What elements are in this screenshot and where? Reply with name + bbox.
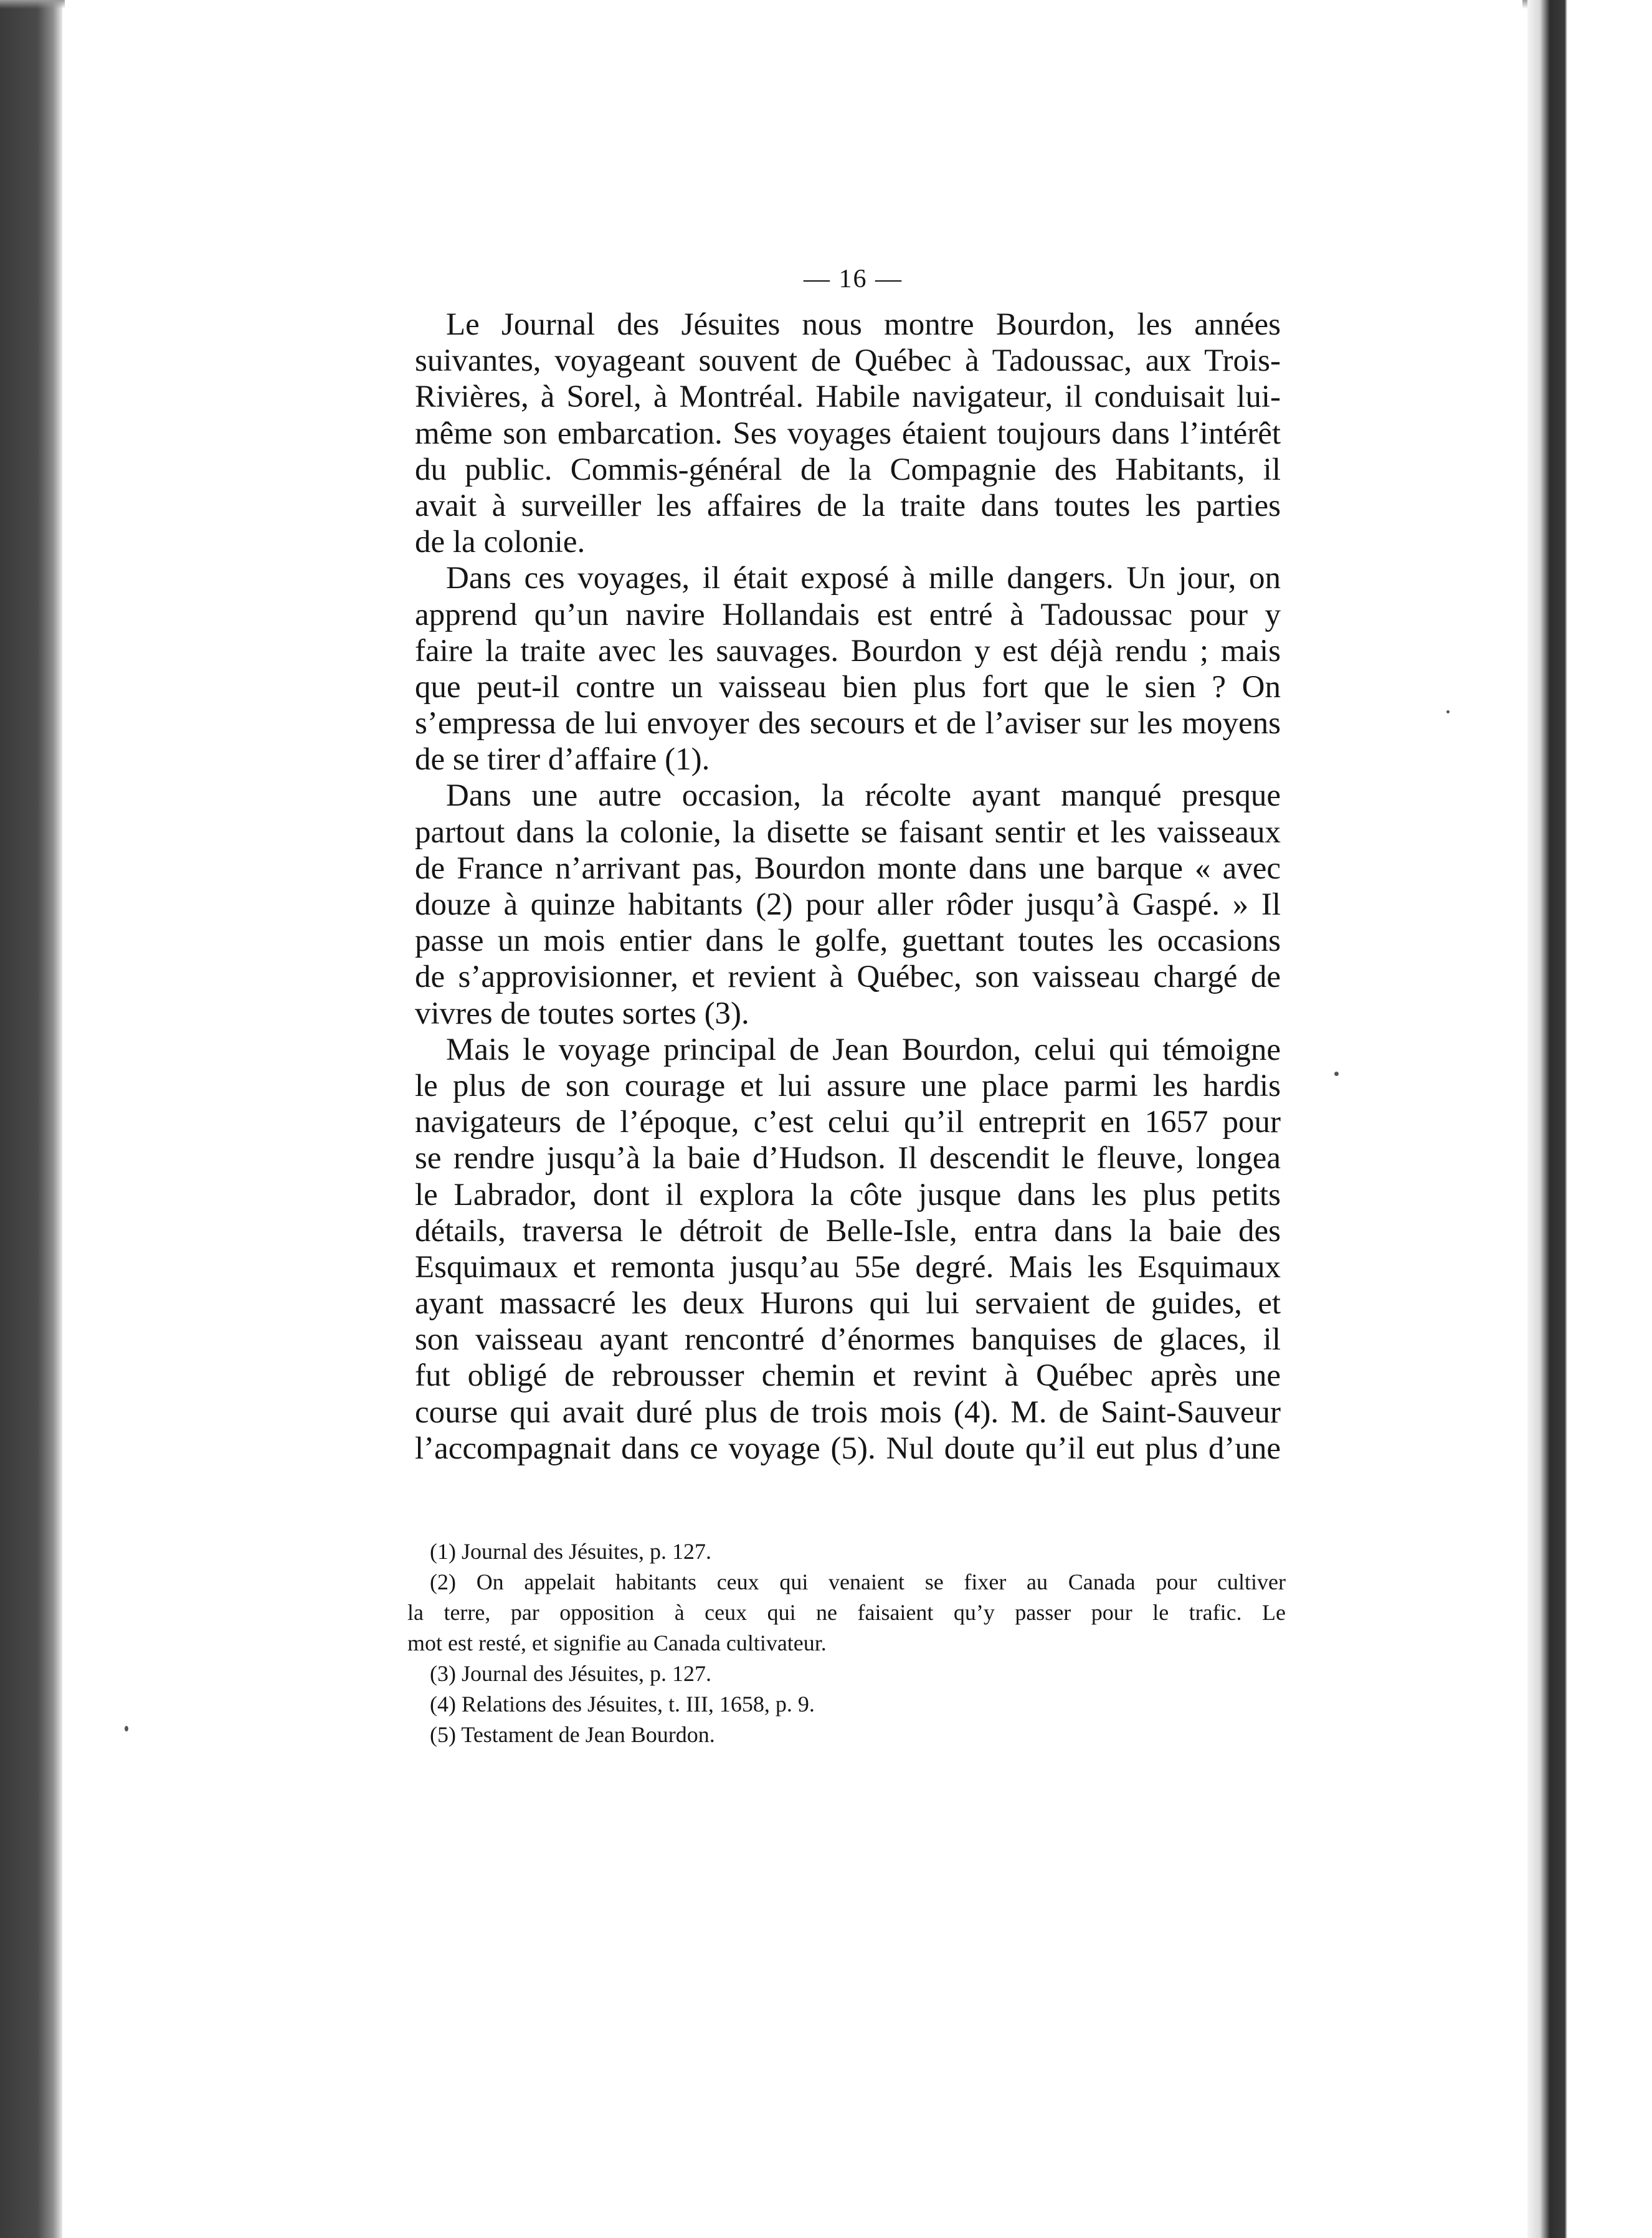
footnote xyxy=(407,1689,1286,1720)
text-line: s’empressa de lui envoyer des secours et de l’aviser sur les moyens xyxy=(415,706,1281,741)
text-line: Dans ces voyages, il était exposé à mille dangers. Un jour, on xyxy=(446,561,1281,596)
text-line: passe un mois entier dans le golfe, guettant toutes les occasions xyxy=(415,923,1281,959)
text-line: Mais le voyage principal de Jean Bourdon, celui qui témoigne xyxy=(446,1032,1281,1067)
text-line: avait à surveiller les affaires de la traite dans toutes les parties xyxy=(415,488,1281,523)
text-line: le plus de son courage et lui assure une place parmi les hardis xyxy=(415,1068,1281,1103)
text-line: suivantes, voyageant souvent de Québec à Tadoussac, aux Trois- xyxy=(415,343,1281,379)
scan-right-edge xyxy=(1527,0,1652,2238)
paragraph xyxy=(415,1032,1281,1467)
text-line: le Labrador, dont il explora la côte jusque dans les plus petits xyxy=(415,1177,1281,1212)
footnote xyxy=(407,1659,1286,1689)
footnote-text: Testament de Jean Bourdon. xyxy=(461,1722,715,1747)
paragraph xyxy=(415,778,1281,1031)
text-line: Rivières, à Sorel, à Montréal. Habile navigateur, il conduisait lui- xyxy=(415,379,1281,415)
footnote xyxy=(407,1536,1286,1567)
text-line: partout dans la colonie, la disette se faisant sentir et les vaisseaux xyxy=(415,814,1281,850)
text-line: détails, traversa le détroit de Belle-Isle, entra dans la baie des xyxy=(415,1213,1281,1249)
paragraph xyxy=(415,307,1281,560)
text-line: ayant massacré les deux Hurons qui lui servaient de guides, et xyxy=(415,1286,1281,1321)
text-line: son vaisseau ayant rencontré d’énormes banquises de glaces, il xyxy=(415,1322,1281,1358)
text-line: de France n’arrivant pas, Bourdon monte dans une barque « avec xyxy=(415,850,1281,886)
text-line: même son embarcation. Ses voyages étaient toujours dans l’intérêt xyxy=(415,416,1281,451)
text-line: course qui avait duré plus de trois mois (4). M. de Saint-Sauveur xyxy=(415,1394,1281,1430)
footnote-continuation: la terre, par opposition à ceux qui ne faisaient qu’y passer pour le trafic. Le xyxy=(407,1600,1286,1625)
footnote-text: Journal des Jésuites, p. 127. xyxy=(461,1539,711,1564)
footnote-mark: (3) xyxy=(430,1661,456,1686)
text-line: faire la traite avec les sauvages. Bourdon y est déjà rendu ; mais xyxy=(415,633,1281,669)
text-line: Le Journal des Jésuites nous montre Bourdon, les années xyxy=(446,307,1281,342)
footnote-continuation: mot est resté, et signifie au Canada cultivateur. xyxy=(407,1631,827,1655)
scan-left-edge xyxy=(0,0,62,2238)
text-line: de la colonie. xyxy=(415,525,586,560)
text-line: Dans une autre occasion, la récolte ayant manqué presque xyxy=(446,778,1281,814)
text-line: fut obligé de rebrousser chemin et revint à Québec après une xyxy=(415,1358,1281,1394)
footnote-mark: (2) xyxy=(430,1569,456,1594)
page-number: — 16 — xyxy=(804,265,903,293)
scan-speck xyxy=(1334,1072,1339,1076)
text-line: que peut-il contre un vaisseau bien plus fort que le sien ? On xyxy=(415,669,1281,705)
text-line: de s’approvisionner, et revient à Québec, son vaisseau chargé de xyxy=(415,959,1281,995)
text-line: douze à quinze habitants (2) pour aller rôder jusqu’à Gaspé. » Il xyxy=(415,887,1281,922)
footnotes xyxy=(407,1536,1286,1750)
text-line: du public. Commis-général de la Compagnie des Habitants, il xyxy=(415,452,1281,487)
footnote-mark: (4) xyxy=(430,1692,456,1717)
footnote-text: On appelait habitants ceux qui venaient se fixer au Canada pour cultiver xyxy=(476,1569,1286,1594)
text-line: navigateurs de l’époque, c’est celui qu’il entreprit en 1657 pour xyxy=(415,1105,1281,1140)
footnote-mark: (1) xyxy=(430,1539,456,1564)
footnote-text: Journal des Jésuites, p. 127. xyxy=(461,1661,711,1686)
footnote-mark: (5) xyxy=(430,1722,456,1747)
text-line: l’accompagnait dans ce voyage (5). Nul doute qu’il eut plus d’une xyxy=(415,1431,1281,1466)
text-line: se rendre jusqu’à la baie d’Hudson. Il descendit le fleuve, longea xyxy=(415,1141,1281,1176)
footnote xyxy=(407,1567,1286,1598)
text-line: apprend qu’un navire Hollandais est entré à Tadoussac pour y xyxy=(415,597,1281,632)
text-line: Esquimaux et remonta jusqu’au 55e degré. Mais les Esquimaux xyxy=(415,1249,1281,1285)
scan-speck xyxy=(125,1726,128,1731)
text-line: vivres de toutes sortes (3). xyxy=(415,996,749,1031)
footnote xyxy=(407,1720,1286,1750)
paragraph xyxy=(415,560,1281,778)
scan-speck xyxy=(1446,710,1450,713)
body-text xyxy=(415,307,1281,1467)
footnote-text: Relations des Jésuites, t. III, 1658, p. 9. xyxy=(461,1692,815,1717)
text-line: de se tirer d’affaire (1). xyxy=(415,742,710,778)
